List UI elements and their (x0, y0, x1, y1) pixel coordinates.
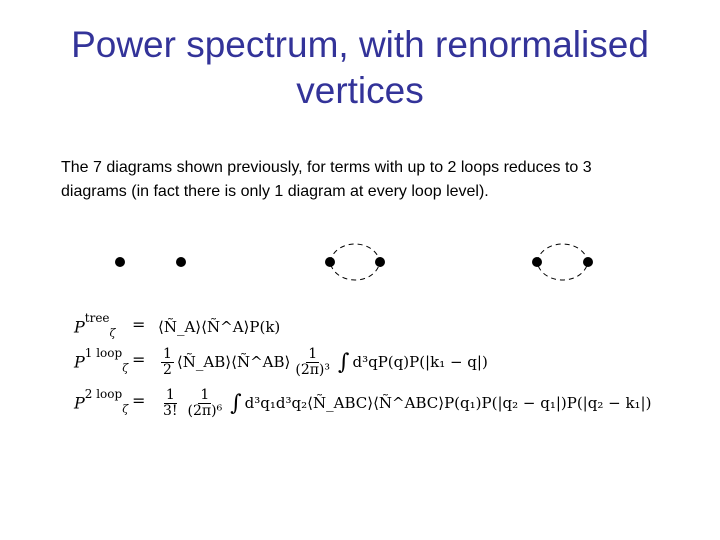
title-line-1: Power spectrum, with renormalised (71, 24, 649, 65)
tree-diagram (115, 257, 186, 267)
eq-rhs (158, 307, 280, 347)
integral-sign: ∫ (230, 390, 242, 416)
frac-den: (2π)⁶ (187, 402, 223, 419)
equation-tree (60, 307, 700, 347)
frac-num: 1 (163, 345, 172, 362)
frac-den: 2 (163, 361, 172, 378)
slide-title (0, 22, 720, 114)
frac-den: 3! (163, 402, 178, 419)
title-line-2: vertices (296, 70, 424, 111)
eq-rhs-text: ⟨Ñ_A⟩⟨Ñ^A⟩P(k) (158, 318, 281, 336)
equals-sign: = (132, 350, 146, 369)
vertex-dot (325, 257, 335, 267)
eq-rhs (158, 383, 651, 423)
intro-line-2: diagrams (in fact there is only 1 diagram at every loop level). (61, 183, 489, 200)
vertex-dot (375, 257, 385, 267)
vertex-dot (115, 257, 125, 267)
fraction (161, 347, 174, 378)
eq-sub: ζ (122, 402, 129, 416)
vertex-dot (176, 257, 186, 267)
two-loop-diagram (532, 244, 593, 280)
intro-line-1: The 7 diagrams shown previously, for terms with up to 2 loops reduces to 3 (61, 159, 592, 176)
eq-sup: 1 loop (84, 346, 123, 360)
frac-num: 1 (308, 345, 318, 362)
frac-num: 1 (200, 386, 210, 403)
feynman-diagrams (0, 228, 720, 288)
integral-sign: ∫ (338, 349, 350, 375)
eq-rhs (158, 342, 488, 382)
fraction (293, 347, 332, 378)
frac-den: (2π)³ (295, 361, 331, 378)
eq-rhs-text: d³qP(q)P(|k₁ − q|) (352, 353, 488, 371)
eq-lhs: P (74, 317, 85, 337)
fraction (186, 388, 225, 419)
eq-lhs: P (74, 352, 85, 372)
equals-sign: = (132, 315, 146, 334)
one-loop-diagram (325, 244, 385, 280)
frac-num: 1 (165, 386, 175, 403)
equation-two-loop (60, 383, 700, 423)
vertex-dot (532, 257, 542, 267)
intro-text (61, 156, 701, 204)
eq-sup: 2 loop (84, 387, 123, 401)
eq-sub: ζ (109, 326, 116, 340)
loop-line (330, 244, 380, 280)
equals-sign: = (132, 391, 146, 410)
fraction (161, 388, 180, 419)
vertex-dot (583, 257, 593, 267)
eq-lhs: P (74, 393, 85, 413)
eq-rhs-text: ⟨Ñ_AB⟩⟨Ñ^AB⟩ (176, 353, 291, 371)
eq-sub: ζ (122, 361, 129, 375)
equation-one-loop (60, 342, 700, 382)
eq-rhs-text: d³q₁d³q₂⟨Ñ_ABC⟩⟨Ñ^ABC⟩P(q₁)P(|q₂ − q₁|)P(|q₂ − k₁|) (244, 394, 652, 412)
eq-sup: tree (84, 311, 110, 325)
loop-line (537, 244, 588, 280)
